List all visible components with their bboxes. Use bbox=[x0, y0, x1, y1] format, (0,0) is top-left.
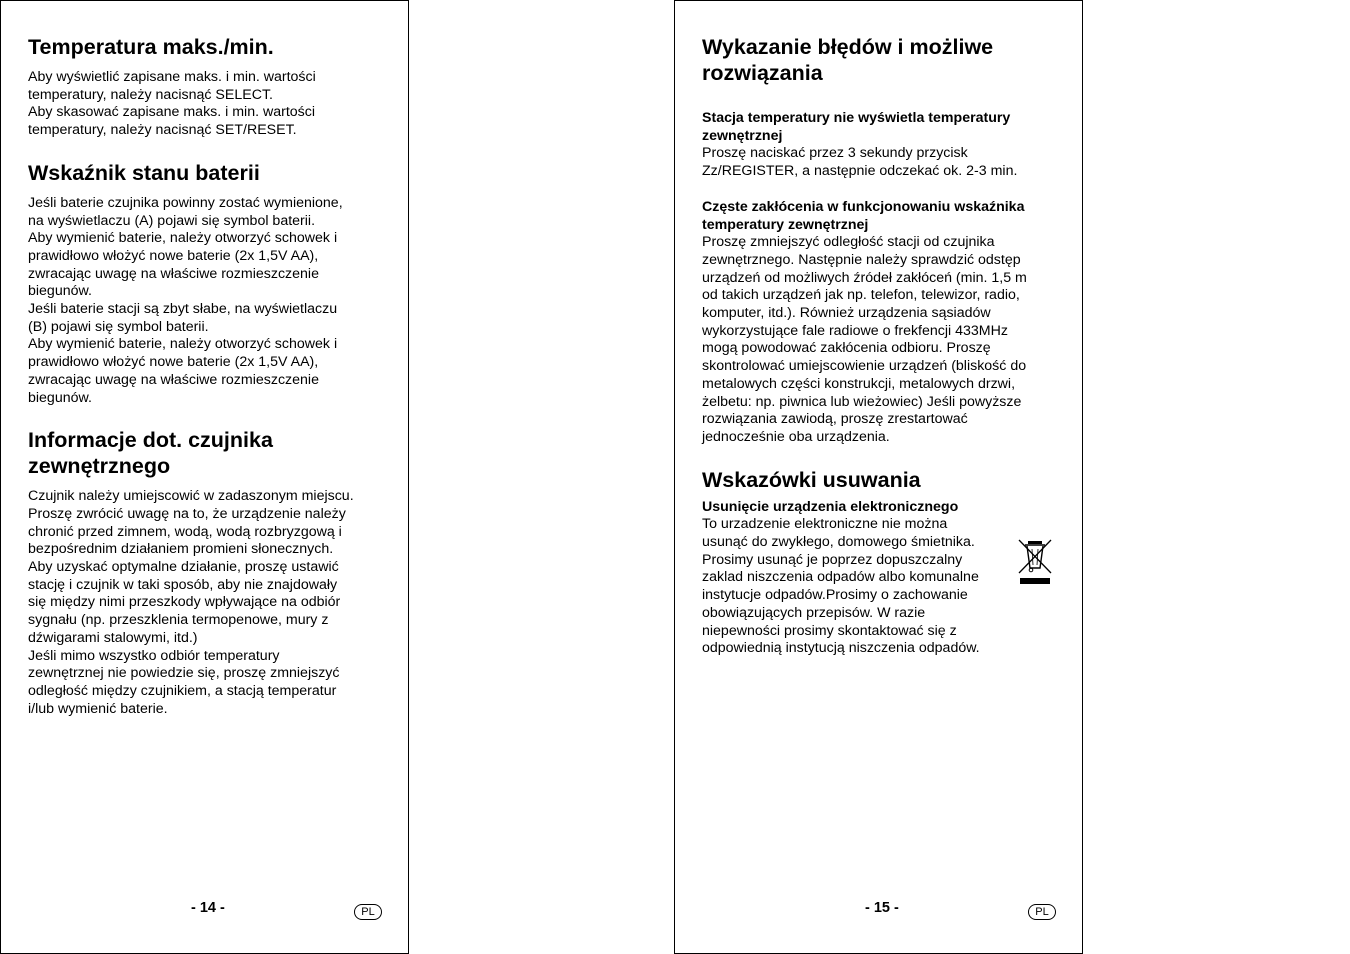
section-title-disposal: Wskazówki usuwania bbox=[702, 467, 921, 492]
issue-body-no-outdoor-temp: Proszę naciskać przez 3 sekundy przycisk Zz/REGISTER, a następnie odczekać ok. 2-3 min. bbox=[702, 145, 1018, 180]
section-body-battery-indicator: Jeśli baterie czujnika powinny zostać wymienione, na wyświetlaczu (A) pojawi się symbol baterii. Aby wymienić baterie, należy otworzyć schowek i prawidłowo włożyć nowe baterie (2x 1,5V AA), zwracając uwagę na właściwe rozmieszczenie biegunów. Jeśli baterie stacji są zbyt słabe, na wyświetlaczu (B) pojawi się symbol baterii. Aby wymienić baterie, należy otworzyć schowek i prawidłowo włożyć nowe baterie (2x 1,5V AA), zwracając uwagę na właściwe rozmieszczenie biegunów. bbox=[28, 194, 343, 406]
issue-heading-frequent-interference: Częste zakłócenia w funkcjonowaniu wskaźnika temperatury zewnętrznej bbox=[702, 198, 1025, 233]
section-title-outdoor-sensor: Informacje dot. czujnika zewnętrznego bbox=[28, 428, 273, 479]
page-14 bbox=[0, 0, 409, 954]
section-body-outdoor-sensor: Czujnik należy umiejscowić w zadaszonym miejscu. Proszę zwrócić uwagę na to, że urządzenie należy chronić przed zimnem, wodą, wodą rozbryzgową i bezpośrednim działaniem promieni słonecznych. Aby uzyskać optymalne działanie, proszę ustawić stację i czujnik w taki sposób, aby nie znajdowały się między nimi przeszkody wpływające na odbiór sygnału (np. przeszklenia termopenowe, mury z dźwigarami stalowymi, itd.) Jeśli mimo wszystko odbiór temperatury zewnętrznej nie powiedzie się, proszę zmniejszyć odległość między czujnikiem, a stacją temperatur i/lub wymienić baterie. bbox=[28, 488, 354, 717]
section-body-temperature-maxmin: Aby wyświetlić zapisane maks. i min. wartości temperatury, należy nacisnąć SELECT. Aby skasować zapisane maks. i min. wartości temperatury, należy nacisnąć SET/RESET. bbox=[28, 69, 316, 139]
section-title-troubleshooting: Wykazanie błędów i możliwe rozwiązania bbox=[702, 35, 994, 85]
crossed-out-wheelie-bin-icon bbox=[1017, 537, 1053, 585]
page-15-content bbox=[702, 34, 1058, 658]
disposal-body: To urzadzenie elektroniczne nie można usunąć do zwykłego, domowego śmietnika. Prosimy usunąć je poprzez dopuszczalny zaklad niszczenia odpadów albo komunalne instytucje odpadów.Prosimy o zachowanie obowiązujących przepisów. W razie niepewności prosimy skontaktować się z odpowiednią instytucją niszczenia odpadów. bbox=[702, 516, 980, 657]
page-number: - 15 - bbox=[865, 900, 899, 916]
language-badge: PL bbox=[354, 904, 382, 920]
language-badge: PL bbox=[1028, 904, 1056, 920]
section-title-temperature-maxmin: Temperatura maks./min. bbox=[28, 35, 274, 59]
disposal-block bbox=[702, 499, 1058, 658]
issue-body-frequent-interference: Proszę zmniejszyć odległość stacji od czujnika zewnętrznego. Następnie należy sprawdzić odstęp urządzeń od możliwych źródeł zakłóceń (min. 1,5 m od takich urządzeń jak np. telefon, telewizor, radio, komputer, itd.). Również urządzenia sąsiadów wykorzystujące fale radiowe o frekfencji 433MHz mogą powodować zakłócenia odbioru. Proszę skontrolować umiejscowienie urządzeń (bliskość do metalowych części konstrukcji, metalowych drzwi, żelbetu: np. piwnica lub wieżowiec) Jeśli powyższe rozwiązania zawiodą, proszę zrestartować jednocześnie oba urządzenia. bbox=[702, 234, 1027, 445]
section-title-battery-indicator: Wskaźnik stanu baterii bbox=[28, 160, 260, 185]
page-15 bbox=[674, 0, 1083, 954]
issue-heading-no-outdoor-temp: Stacja temperatury nie wyświetla temperatury zewnętrznej bbox=[702, 110, 1011, 144]
page-14-content bbox=[28, 34, 384, 718]
disposal-subtitle: Usunięcie urządzenia elektronicznego bbox=[702, 498, 959, 515]
page-number: - 14 - bbox=[191, 900, 225, 916]
